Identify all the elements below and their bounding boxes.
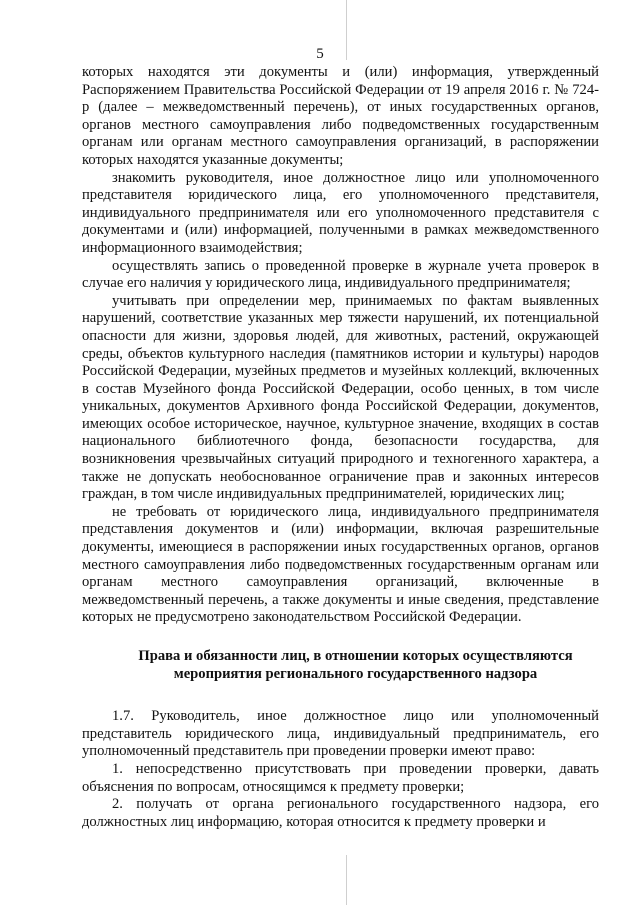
paragraph-familiarize: знакомить руководителя, иное должностное лицо или уполномоченного представителя юридического лица, его уполномоченного представителя, индивидуального предпринимателя или его уполномоченного представителя с документами и (или) информацией, полученными в рамках межведомственного информационного взаимодействия; xyxy=(82,169,599,256)
paragraph-record-inspection: осуществлять запись о проведенной проверке в журнале учета проверок в случае его наличия у юридического лица, индивидуального предпринимателя; xyxy=(82,257,599,292)
paragraph-continuation: которых находятся эти документы и (или) информация, утвержденный Распоряжением Правительства Российской Федерации от 19 апреля 2016 г. № 724-р (далее – межведомственный перечень), от иных государственных органов, органов местного самоуправления либо подведомственных государственным органам или органам местного самоуправления организаций, в распоряжении которых находятся указанные документы; xyxy=(82,64,599,168)
page-number: 5 xyxy=(316,46,324,62)
paragraph-rights-intro: 1.7. Руководитель, иное должностное лицо или уполномоченный представитель юридического лица, индивидуальный предприниматель, его уполномоченный представитель при проведении проверки имеют право: xyxy=(82,708,599,760)
paragraph-not-require-documents: не требовать от юридического лица, индивидуального предпринимателя представления документов и (или) информации, включая разрешительные документы, имеющиеся в распоряжении иных государственных органов, органов местного самоуправления либо подведомственных государственным органам или органам местного самоуправления организаций, включенные в межведомственный перечень, а также документы и иные сведения, представление которых не предусмотрено законодательством Российской Федерации. xyxy=(82,503,599,626)
scan-fold-line-bottom xyxy=(346,855,347,905)
section-heading-line-2: мероприятия регионального государственного надзора xyxy=(173,665,538,682)
section-heading xyxy=(82,648,599,683)
paragraph-right-1: 1. непосредственно присутствовать при проведении проверки, давать объяснения по вопросам, относящимся к предмету проверки; xyxy=(82,760,599,795)
section-heading-line-1: Права и обязанности лиц, в отношении которых осуществляются xyxy=(138,648,573,664)
document-body xyxy=(82,64,599,831)
paragraph-right-2: 2. получать от органа регионального государственного надзора, его должностных лиц информацию, которая относится к предмету проверки и xyxy=(82,796,599,830)
paragraph-consider-measures: учитывать при определении мер, принимаемых по фактам выявленных нарушений, соответствие указанных мер тяжести нарушений, их потенциальной опасности для жизни, здоровья людей, для животных, растений, окружающей среды, объектов культурного наследия (памятников истории и культуры) народов Российской Федерации, музейных предметов и музейных коллекций, включенных в состав Музейного фонда Российской Федерации, особо ценных, в том числе уникальных, документов Архивного фонда Российской Федерации, документов, имеющих особое историческое, научное, культурное значение, входящих в состав национального библиотечного фонда, безопасности государства, для возникновения чрезвычайных ситуаций природного и техногенного характера, а также не допускать необоснованное ограничение прав и законных интересов граждан, в том числе индивидуальных предпринимателей, юридических лиц; xyxy=(82,292,599,503)
